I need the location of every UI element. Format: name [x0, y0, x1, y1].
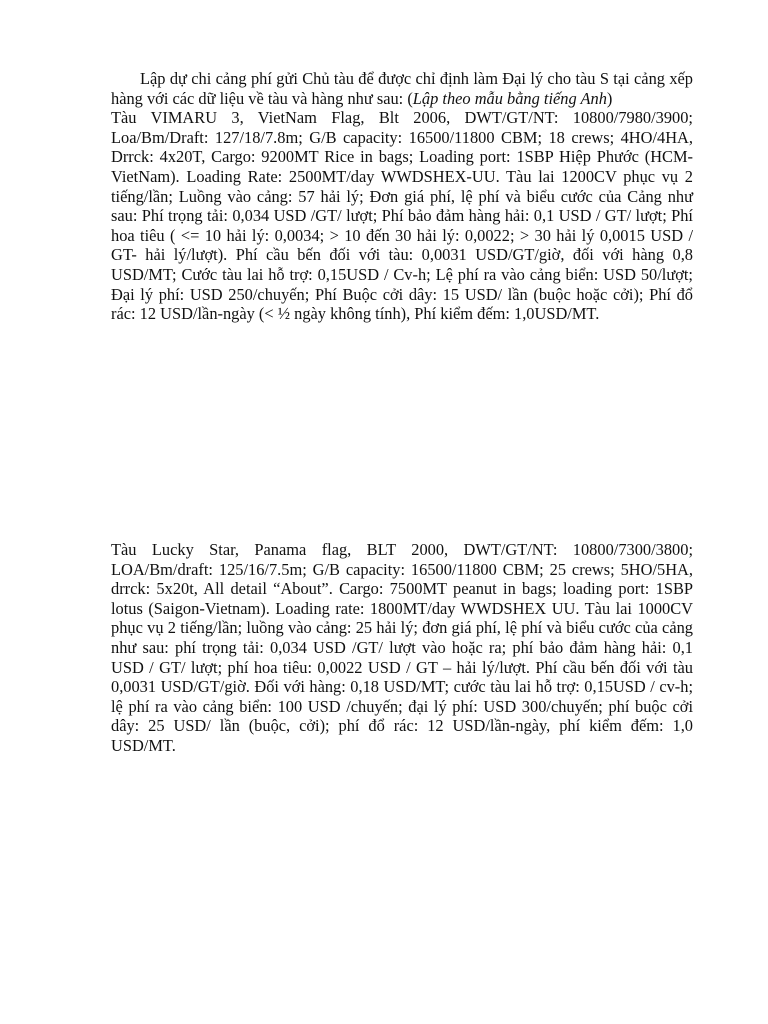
ship-1-details: Tàu VIMARU 3, VietNam Flag, Blt 2006, DWT/GT/NT: 10800/7980/3900; Loa/Bm/Draft: 127/18/7.8m; G/B capacity: 16500/11800 CBM; 18 crews; 4HO/4HA, Drrck: 4x20T, Cargo: 9200MT Rice in bags; Loading port: 1SBP Hiệp Phước (HCM-VietNam). Loading Rate: 2500MT/day WWDSHEX-UU. Tàu lai 1200CV phục vụ 2 tiếng/lần; Luồng vào cảng: 57 hải lý; Đơn giá phí, lệ phí và biểu cước của Cảng như sau: Phí trọng tải: 0,034 USD /GT/ lượt; Phí bảo đảm hàng hải: 0,1 USD / GT/ lượt; Phí hoa tiêu ( <= 10 hải lý: 0,0034; > 10 đến 30 hải lý: 0,0022; > 30 hải lý 0,0015 USD / GT- hải lý/lượt). Phí cầu bến đối với tàu: 0,0031 USD/GT/giờ, đối với hàng 0,8 USD/MT; Cước tàu lai hỗ trợ: 0,15USD / Cv-h; Lệ phí ra vào cảng biển: USD 50/lượt; Đại lý phí: USD 250/chuyến; Phí Buộc cởi dây: 15 USD/ lần (buộc hoặc cởi); Phí đổ rác: 12 USD/lần-ngày (< ½ ngày không tính), Phí kiểm đếm: 1,0USD/MT.: [111, 108, 693, 324]
task-instruction: [111, 69, 693, 108]
task-intro-italic: Lập theo mẫu bằng tiếng Anh: [412, 88, 607, 108]
task-intro-text: Lập dự chi cảng phí gửi Chủ tàu để được chỉ định làm Đại lý cho tàu S tại cảng xếp hàng với các dữ liệu về tàu và hàng như sau: (: [111, 69, 693, 108]
task-intro-close: ): [606, 88, 613, 108]
ship-2-section: [111, 540, 693, 756]
ship-1-section: [111, 69, 693, 324]
ship-2-details: Tàu Lucky Star, Panama flag, BLT 2000, DWT/GT/NT: 10800/7300/3800; LOA/Bm/draft: 125/16/7.5m; G/B capacity: 16500/11800 CBM; 25 crews; 5HO/5HA, drrck: 5x20t, All detail “About”. Cargo: 7500MT peanut in bags; loading port: 1SBP lotus (Saigon-Vietnam). Loading rate: 1800MT/day WWDSHEX UU. Tàu lai 1000CV phục vụ 2 tiếng/lần; luồng vào cảng: 25 hải lý; đơn giá phí, lệ phí và biểu cước của cảng như sau: phí trọng tải: 0,034 USD /GT/ lượt vào hoặc ra; phí bảo đảm hàng hải: 0,1 USD / GT/ lượt; phí hoa tiêu: 0,0022 USD / GT – hải lý/lượt. Phí cầu bến đối với tàu 0,0031 USD/GT/giờ. Đối với hàng: 0,18 USD/MT; cước tàu lai hỗ trợ: 0,15USD / cv-h; lệ phí ra vào cảng biển: 100 USD /chuyến; đại lý phí: USD 300/chuyến; phí buộc cởi dây: 25 USD/ lần (buộc, cởi); phí đổ rác: 12 USD/lần-ngày, phí kiểm đếm: 1,0 USD/MT.: [111, 540, 693, 755]
